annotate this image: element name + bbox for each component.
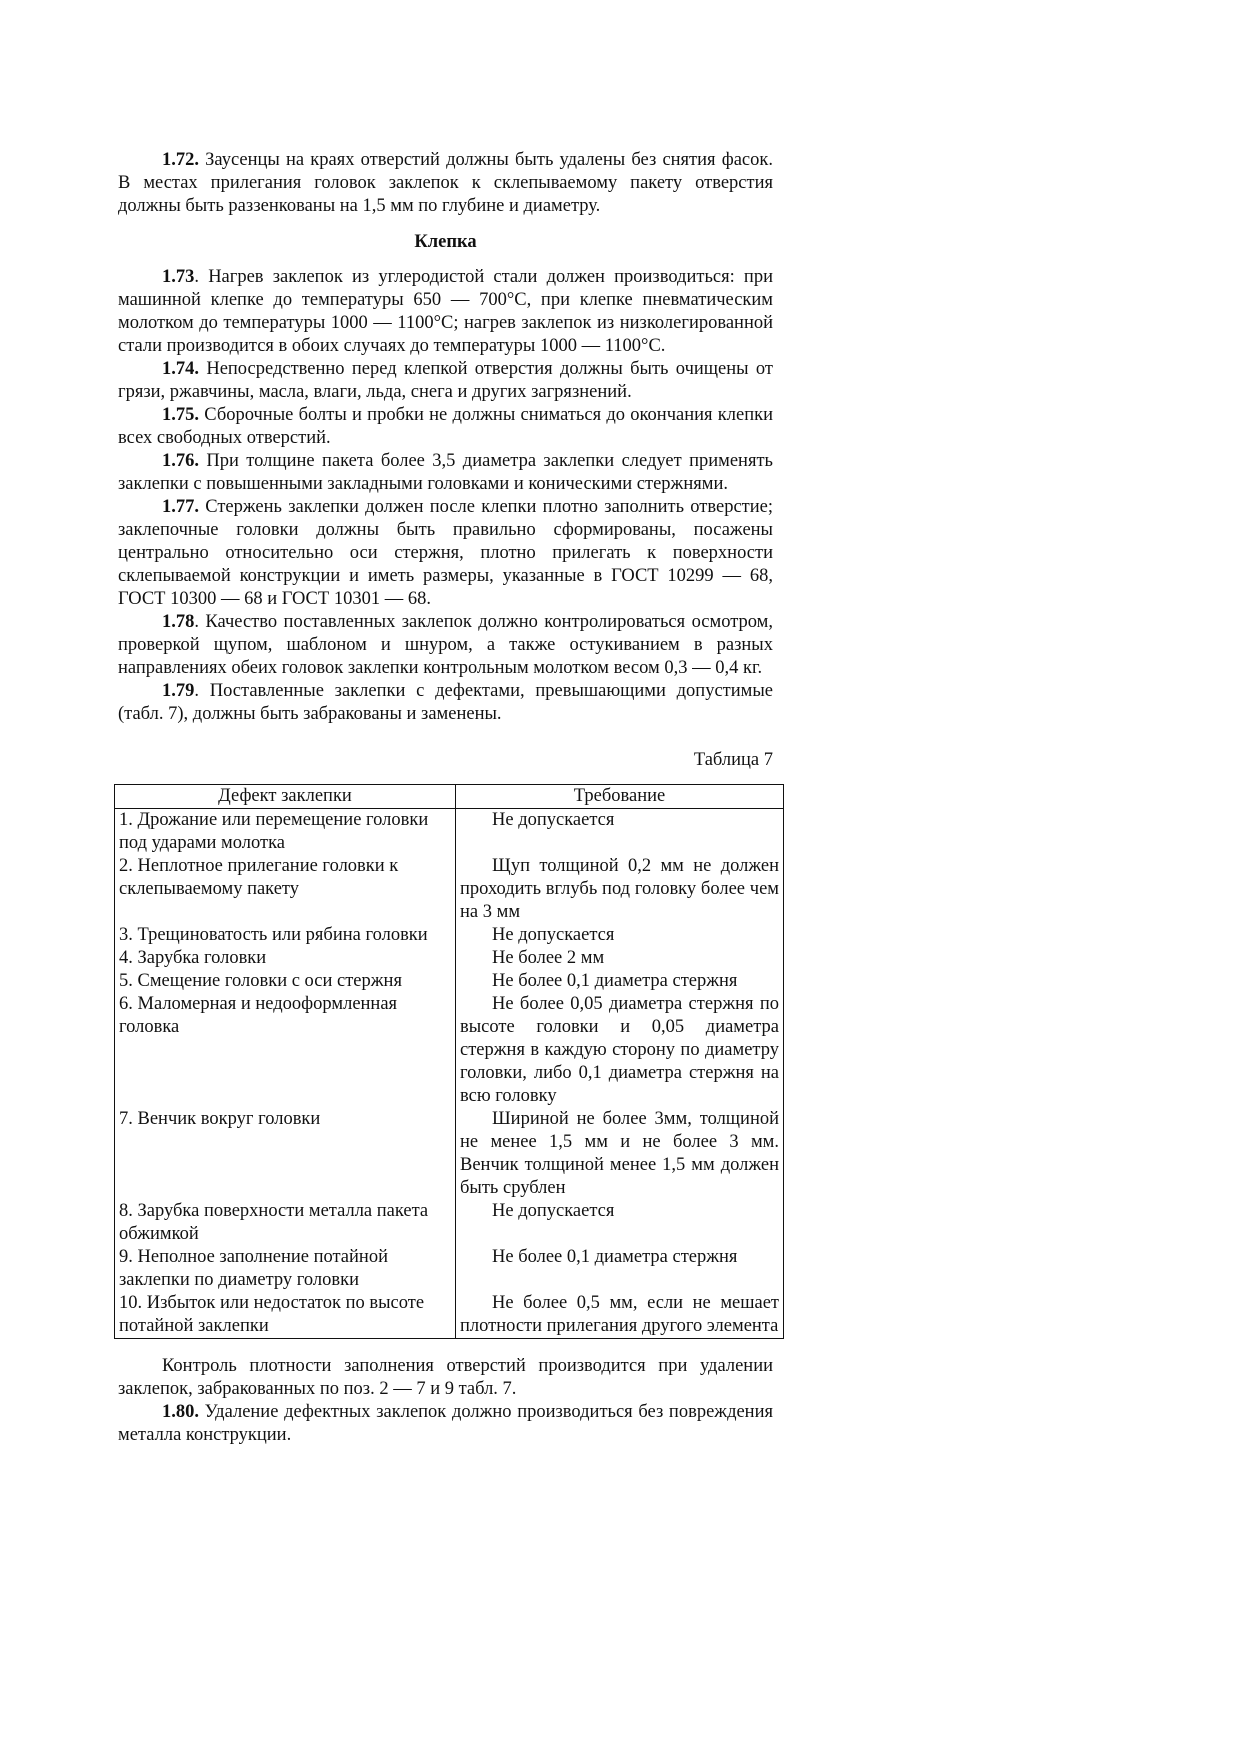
clause-number: 1.74. — [162, 359, 199, 379]
table-row — [115, 993, 784, 1108]
table-row — [115, 1246, 784, 1292]
clause-number: 1.77. — [162, 497, 199, 517]
paragraph-1-73 — [118, 266, 773, 358]
table-row — [115, 1200, 784, 1246]
paragraph-1-79 — [118, 680, 773, 726]
paragraph-1-75 — [118, 404, 773, 450]
defect-cell: 1. Дрожание или перемещение головки под ударами молотка — [115, 809, 456, 856]
defect-cell: 7. Венчик вокруг головки — [115, 1108, 456, 1200]
clause-text: Заусенцы на краях отверстий должны быть удалены без снятия фасок. В местах прилегания головок заклепок к склепываемому пакету отверстия должны быть раззенкованы на 1,5 мм по глубине и диаметру. — [118, 150, 773, 216]
clause-number: 1.73 — [162, 267, 195, 287]
defect-cell: 10. Избыток или недостаток по высоте потайной заклепки — [115, 1292, 456, 1339]
header-requirement: Требование — [456, 785, 784, 809]
defects-table — [114, 784, 784, 1339]
table-header-row — [115, 785, 784, 809]
requirement-cell: Не более 2 мм — [456, 947, 784, 970]
clause-text: . Нагрев заклепок из углеродистой стали должен производиться: при машинной клепке до температуры 650 — 700°С, при клепке пневматическим молотком до температуры 1000 — 1100°С; нагрев заклепок из низколегированной стали производится в обоих случаях до температуры 1000 — 1100°С. — [118, 267, 773, 356]
clause-text: Непосредственно перед клепкой отверстия должны быть очищены от грязи, ржавчины, масла, влаги, льда, снега и других загрязнений. — [118, 359, 773, 402]
defect-cell: 5. Смещение головки с оси стержня — [115, 970, 456, 993]
clause-number: 1.78 — [162, 612, 195, 632]
defect-cell: 6. Маломерная и недооформленная головка — [115, 993, 456, 1108]
paragraph-1-72 — [118, 149, 773, 218]
clause-number: 1.75. — [162, 405, 199, 425]
paragraph-1-77 — [118, 496, 773, 611]
clause-text: . Поставленные заклепки с дефектами, превышающими допустимые (табл. 7), должны быть забракованы и заменены. — [118, 681, 773, 724]
requirement-cell: Не более 0,1 диаметра стержня — [456, 1246, 784, 1292]
clause-text: Удаление дефектных заклепок должно производиться без повреждения металла конструкции. — [118, 1402, 773, 1445]
clause-number: 1.76. — [162, 451, 199, 471]
table-row — [115, 970, 784, 993]
clause-text: При толщине пакета более 3,5 диаметра заклепки следует применять заклепки с повышенными закладными головками и коническими стержнями. — [118, 451, 773, 494]
requirement-cell: Не более 0,05 диаметра стержня по высоте головки и 0,05 диаметра стержня в каждую сторону по диаметру головки, либо 0,1 диаметра стержня на всю головку — [456, 993, 784, 1108]
requirement-cell: Не более 0,5 мм, если не мешает плотности прилегания другого элемента — [456, 1292, 784, 1339]
requirement-cell: Щуп толщиной 0,2 мм не должен проходить вглубь под головку более чем на 3 мм — [456, 855, 784, 924]
clause-number: 1.79 — [162, 681, 195, 701]
defect-cell: 3. Трещиноватость или рябина головки — [115, 924, 456, 947]
defect-cell: 4. Зарубка головки — [115, 947, 456, 970]
clause-number: 1.72. — [162, 150, 199, 170]
table-caption: Таблица 7 — [693, 750, 773, 770]
clause-text: Стержень заклепки должен после клепки плотно заполнить отверстие; заклепочные головки должны быть правильно сформированы, посажены центрально относительно оси стержня, плотно прилегать к поверхности склепываемой конструкции и иметь размеры, указанные в ГОСТ 10299 — 68, ГОСТ 10300 — 68 и ГОСТ 10301 — 68. — [118, 497, 773, 609]
requirement-cell: Не более 0,1 диаметра стержня — [456, 970, 784, 993]
header-defect: Дефект заклепки — [115, 785, 456, 809]
table-row — [115, 1108, 784, 1200]
defect-cell: 2. Неплотное прилегание головки к склепываемому пакету — [115, 855, 456, 924]
clause-text: Сборочные болты и пробки не должны сниматься до окончания клепки всех свободных отверстий. — [118, 405, 773, 448]
paragraph-1-74 — [118, 358, 773, 404]
table-row — [115, 855, 784, 924]
section-title: Клепка — [414, 232, 477, 252]
requirement-cell: Не допускается — [456, 1200, 784, 1246]
requirement-cell: Не допускается — [456, 924, 784, 947]
clause-number: 1.80. — [162, 1402, 199, 1422]
defect-cell: 8. Зарубка поверхности металла пакета обжимкой — [115, 1200, 456, 1246]
requirement-cell: Не допускается — [456, 809, 784, 856]
table-row — [115, 809, 784, 856]
table-row — [115, 924, 784, 947]
paragraph-after-table: Контроль плотности заполнения отверстий производится при удалении заклепок, забракованных по поз. 2 — 7 и 9 табл. 7. — [118, 1356, 773, 1399]
defect-cell: 9. Неполное заполнение потайной заклепки по диаметру головки — [115, 1246, 456, 1292]
paragraph-1-78 — [118, 611, 773, 680]
table-row — [115, 1292, 784, 1339]
document-page — [118, 149, 779, 1447]
requirement-cell: Шириной не более 3мм, толщиной не менее 1,5 мм и не более 3 мм. Венчик толщиной менее 1,5 мм должен быть срублен — [456, 1108, 784, 1200]
table-row — [115, 947, 784, 970]
paragraph-1-76 — [118, 450, 773, 496]
paragraph-1-80 — [118, 1401, 773, 1447]
clause-text: . Качество поставленных заклепок должно контролироваться осмотром, проверкой щупом, шаблоном и шнуром, а также остукиванием в разных направлениях обеих головок заклепки контрольным молотком весом 0,3 — 0,4 кг. — [118, 612, 773, 678]
